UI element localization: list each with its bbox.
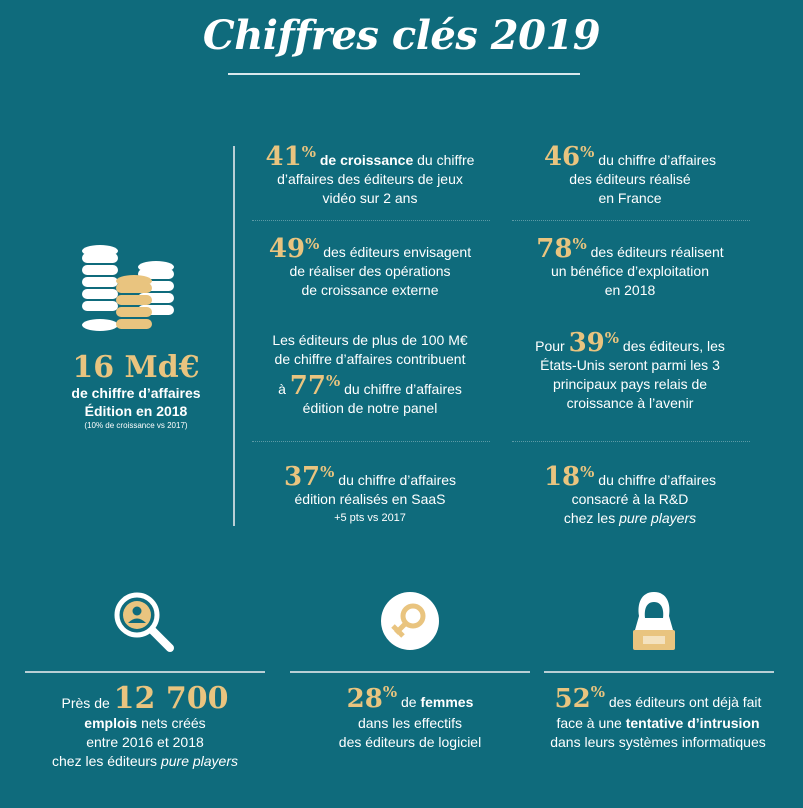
bottom-divider [25, 671, 265, 673]
stat-number: 12 700 [113, 681, 229, 716]
stat-cell: Pour 39% des éditeurs, les États-Unis seront parmi les 3 principaux pays relais de croissance à l’avenir [535, 328, 725, 411]
vertical-divider [233, 146, 235, 526]
magnifier-person-icon [112, 590, 178, 656]
stat-number: 41 [265, 142, 302, 172]
bottom-divider [290, 671, 530, 673]
stat-cell: 49% des éditeurs envisagent de réaliser des opérations de croissance externe [268, 234, 472, 298]
stat-number: 49 [268, 234, 306, 264]
title-underline [228, 73, 580, 75]
coins-stack-icon [78, 243, 178, 335]
stat-number: 78 [536, 234, 573, 264]
revenue-note: (10% de croissance vs 2017) [84, 421, 188, 430]
stat-cell: 28% de femmes dans les effectifs des éditeurs de logiciel [338, 683, 482, 750]
page-title: Chiffres clés 2019 [202, 12, 601, 59]
bottom-divider [544, 671, 774, 673]
stat-cell: 46% du chiffre d’affaires des éditeurs réalisé en France [543, 142, 717, 206]
revenue-label-2: Édition en 2018 [84, 403, 188, 419]
stat-cell: 37% du chiffre d’affaires édition réalisés en SaaS +5 pts vs 2017 [283, 462, 457, 524]
grid-divider [252, 441, 490, 442]
stat-number: 18 [543, 462, 581, 492]
stat-number: 52 [554, 684, 591, 714]
revenue-block [40, 352, 232, 431]
grid-divider [512, 441, 750, 442]
grid-divider [512, 220, 750, 221]
grid-divider [252, 220, 490, 221]
stat-number: 77 [289, 371, 326, 401]
stat-number: 37 [283, 462, 321, 492]
hacker-icon [631, 590, 677, 652]
revenue-value: 16 Md€ [72, 350, 200, 385]
stat-cell: 78% des éditeurs réalisent un bénéfice d’exploitation en 2018 [536, 234, 724, 298]
stat-cell: 41% de croissance du chiffre d’affaires des éditeurs de jeux vidéo sur 2 ans [265, 142, 475, 206]
stat-cell: Les éditeurs de plus de 100 M€ de chiffre d’affaires contribuent à 77% du chiffre d’affaires édition de notre panel [272, 332, 468, 416]
stat-number: 28 [346, 684, 383, 714]
stat-number: 39 [568, 328, 605, 358]
revenue-label-1: de chiffre d’affaires [71, 385, 201, 401]
stat-cell: 52% des éditeurs ont déjà fait face à une tentative d’intrusion dans leurs systèmes informatiques [550, 683, 766, 750]
stat-number: 46 [543, 142, 581, 172]
stat-cell: Près de 12 700 emplois nets créés entre 2016 et 2018 chez les éditeurs pure players [52, 681, 238, 769]
stat-cell: 18% du chiffre d’affaires consacré à la R&D chez les pure players [543, 462, 717, 526]
female-symbol-icon [381, 592, 439, 650]
